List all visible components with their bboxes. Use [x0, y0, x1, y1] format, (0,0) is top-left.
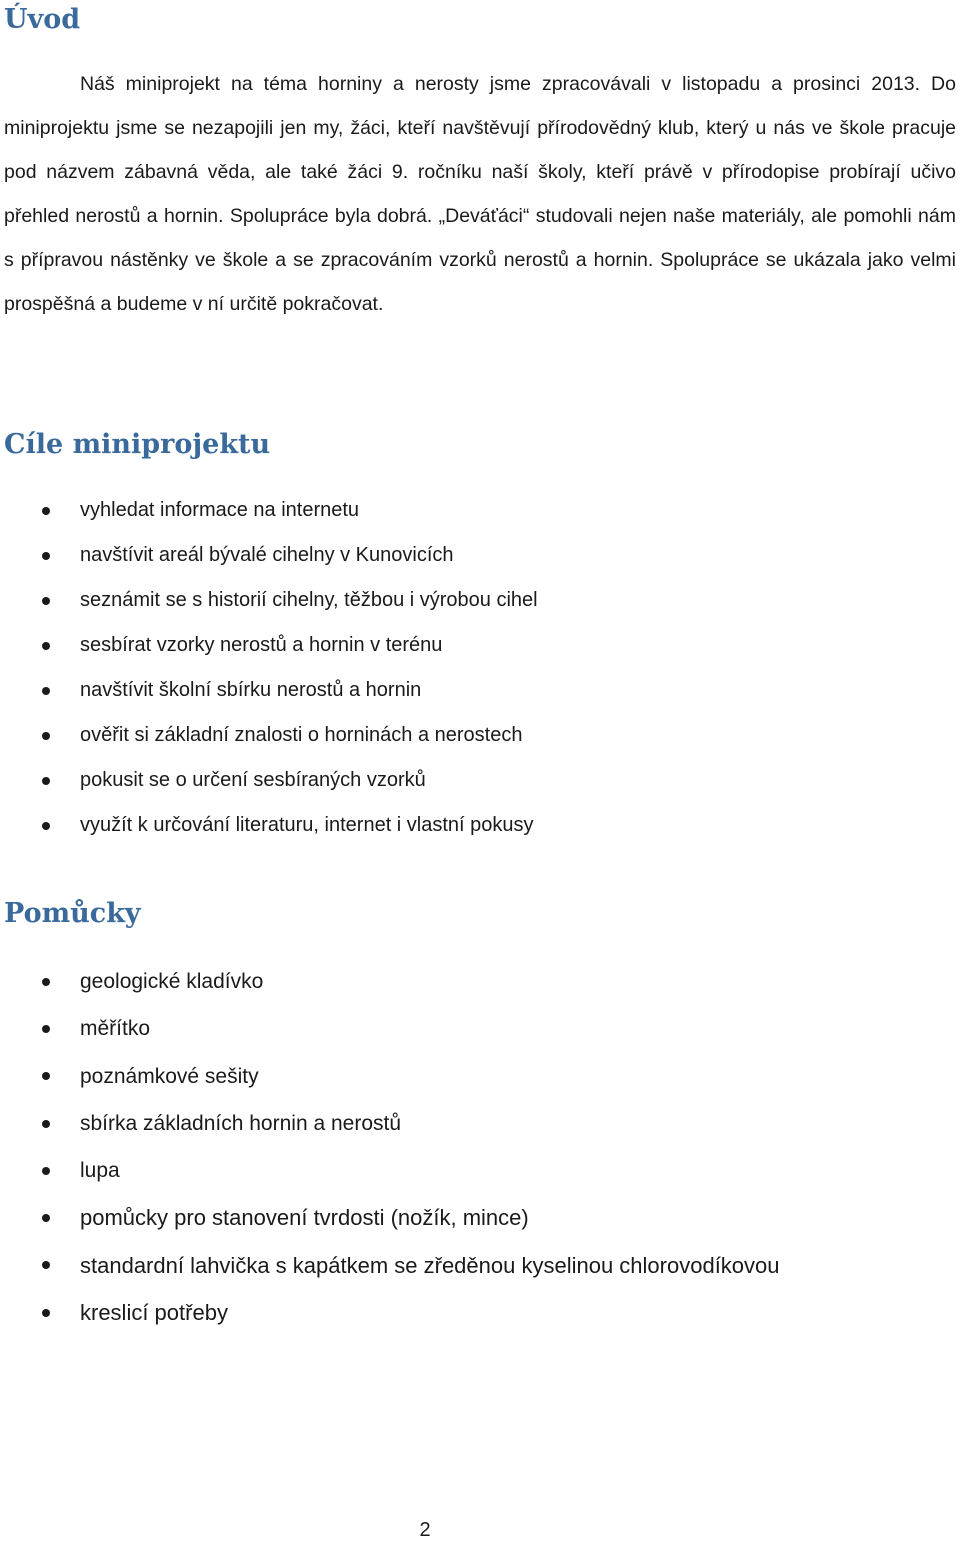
list-item: [0, 1289, 940, 1336]
list-item: [0, 803, 940, 848]
tool-text: standardní lahvička s kapátkem se zředěnou kyselinou chlorovodíkovou: [80, 1252, 780, 1278]
list-item: [0, 1100, 940, 1147]
tool-text: měřítko: [80, 1017, 151, 1041]
goals-list: [0, 488, 940, 848]
list-item: [0, 623, 940, 668]
bullet-icon: [42, 552, 50, 560]
goal-text: sesbírat vzorky nerostů a hornin v terénu: [80, 634, 443, 656]
bullet-icon: [42, 777, 50, 785]
list-item: [0, 578, 940, 623]
list-item: [0, 1005, 940, 1052]
goal-text: seznámit se s historií cihelny, těžbou i výrobou cihel: [80, 589, 538, 611]
bullet-icon: [42, 822, 50, 830]
list-item: [0, 668, 940, 713]
bullet-icon: [42, 1261, 50, 1269]
bullet-icon: [42, 732, 50, 740]
bullet-icon: [42, 1309, 50, 1317]
bullet-icon: [42, 978, 50, 986]
list-item: [0, 1194, 940, 1241]
list-item: [0, 713, 940, 758]
list-item: [0, 1242, 940, 1289]
bullet-icon: [42, 1120, 50, 1128]
bullet-icon: [42, 642, 50, 650]
bullet-icon: [42, 1072, 50, 1080]
goal-text: navštívit školní sbírku nerostů a hornin: [80, 679, 422, 701]
list-item: [0, 958, 940, 1005]
list-item: [0, 488, 940, 533]
bullet-icon: [42, 597, 50, 605]
list-item: [0, 1147, 940, 1194]
list-item: [0, 758, 940, 803]
page-number: 2: [419, 1519, 431, 1541]
heading-goals: Cíle miniprojektu: [4, 429, 271, 460]
bullet-icon: [42, 1025, 50, 1033]
heading-tools: Pomůcky: [4, 898, 141, 929]
list-item: [0, 1053, 940, 1100]
list-item: [0, 533, 940, 578]
tool-text: poznámkové sešity: [80, 1064, 259, 1088]
goal-text: pokusit se o určení sesbíraných vzorků: [80, 769, 426, 791]
tool-text: lupa: [80, 1159, 120, 1183]
tool-text: sbírka základních hornin a nerostů: [80, 1111, 402, 1135]
goal-text: navštívit areál bývalé cihelny v Kunovicích: [80, 544, 454, 566]
tool-text: pomůcky pro stanovení tvrdosti (nožík, mince): [80, 1205, 529, 1231]
tool-text: geologické kladívko: [80, 970, 264, 993]
intro-paragraph: Náš miniprojekt na téma horniny a nerosty jsme zpracovávali v listopadu a prosinci 2013. Do miniprojektu jsme se nezapojili jen my, žáci, kteří navštěvují přírodovědný klub, který u nás ve škole pracuje pod názvem zábavná věda, ale také žáci 9. ročníku naší školy, kteří právě v přírodopise probírají učivo přehled nerostů a hornin. Spolupráce byla dobrá. „Deváťáci“ studovali nejen naše materiály, ale pomohli nám s přípravou nástěnky ve škole a se zpracováním vzorků nerostů a hornin. Spolupráce se ukázala jako velmi prospěšná a budeme v ní určitě pokračovat.: [4, 73, 956, 315]
goal-text: využít k určování literaturu, internet i vlastní pokusy: [80, 814, 534, 836]
bullet-icon: [42, 1214, 50, 1222]
bullet-icon: [42, 687, 50, 695]
tool-text: kreslicí potřeby: [80, 1300, 228, 1326]
tools-list: [0, 958, 940, 1336]
goal-text: vyhledat informace na internetu: [80, 499, 360, 521]
heading-uvod: Úvod: [4, 4, 81, 35]
bullet-icon: [42, 507, 50, 515]
bullet-icon: [42, 1167, 50, 1175]
goal-text: ověřit si základní znalosti o horninách a nerostech: [80, 724, 523, 746]
